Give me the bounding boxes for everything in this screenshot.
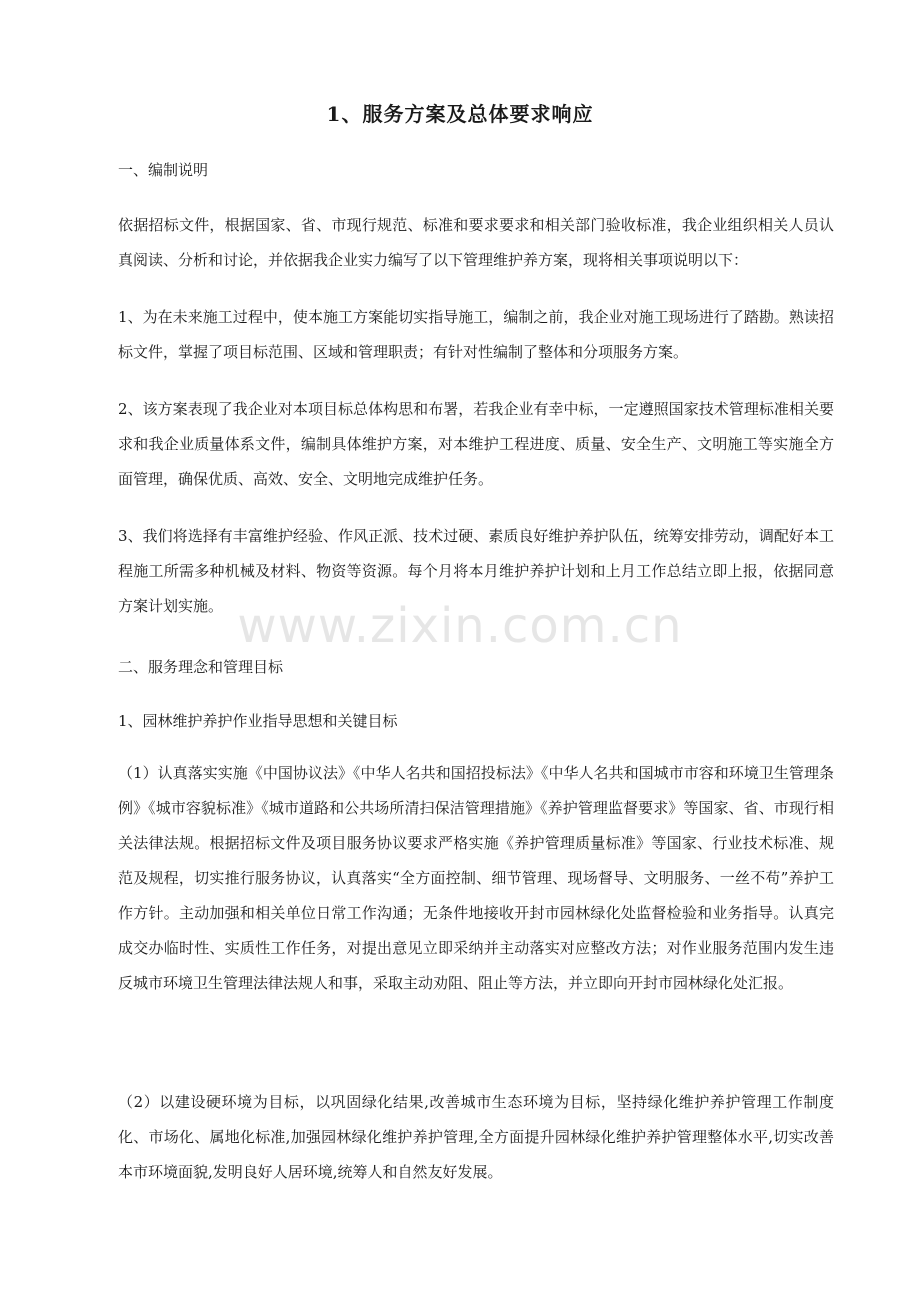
section2-heading: 二、服务理念和管理目标 [118,658,284,676]
item-3-text: 3、我们将选择有丰富维护经验、作风正派、技术过硬、素质良好维护养护队伍，统筹安排劳动，调配好本工程施工所需多种机械及材料、物资等资源。每个月将本月维护养护计划和上月工作总结立即上报，依据同意方案计划实施。 [118,527,834,615]
item-2 [118,392,834,497]
watermark: www.zixin.com.cn [237,598,683,654]
paragraph-1 [118,756,834,1001]
item-2-text: 2、该方案表现了我企业对本项目标总体构思和布署，若我企业有幸中标，一定遵照国家技术管理标准相关要求和我企业质量体系文件，编制具体维护方案，对本维护工程进度、质量、安全生产、文明施工等实施全方面管理，确保优质、高效、安全、文明地完成维护任务。 [118,400,834,488]
document-title: 1、服务方案及总体要求响应 [326,102,594,126]
section1-intro [118,208,834,278]
paragraph-2-text: （2）以建设硬环境为目标，以巩固绿化结果,改善城市生态环境为目标，坚持绿化维护养护管理工作制度化、市场化、属地化标准,加强园林绿化维护养护管理,全方面提升园林绿化维护养护管理整体水平,切实改善本市环境面貌,发明良好人居环境,统筹人和自然友好发展。 [118,1093,834,1181]
section1-intro-text: 依据招标文件，根据国家、省、市现行规范、标准和要求要求和相关部门验收标准，我企业组织相关人员认真阅读、分析和讨论，并依据我企业实力编写了以下管理维护养方案，现将相关事项说明以下： [118,216,834,269]
subsection1-heading: 1、园林维护养护作业指导思想和关键目标 [118,712,398,730]
paragraph-2 [118,1085,834,1190]
section1-heading: 一、编制说明 [118,161,209,179]
item-1-text: 1、为在未来施工过程中，使本施工方案能切实指导施工，编制之前，我企业对施工现场进行了踏勘。熟读招标文件，掌握了项目标范围、区域和管理职责；有针对性编制了整体和分项服务方案。 [118,308,834,361]
paragraph-1-text: （1）认真落实实施《中国协议法》《中华人名共和国招投标法》《中华人名共和国城市市容和环境卫生管理条例》《城市容貌标准》《城市道路和公共场所清扫保洁管理措施》《养护管理监督要求》等国家、省、市现行相关法律法规。根据招标文件及项目服务协议要求严格实施《养护管理质量标准》等国家、行业技术标准、规范及规程，切实推行服务协议，认真落实“全方面控制、细节管理、现场督导、文明服务、一丝不苟”养护工作方针。主动加强和相关单位日常工作沟通；无条件地接收开封市园林绿化处监督检验和业务指导。认真完成交办临时性、实质性工作任务，对提出意见立即采纳并主动落实对应整改方法；对作业服务范围内发生违反城市环境卫生管理法律法规人和事，采取主动劝阻、阻止等方法，并立即向开封市园林绿化处汇报。 [118,764,834,992]
item-1 [118,300,834,370]
item-3 [118,519,834,624]
